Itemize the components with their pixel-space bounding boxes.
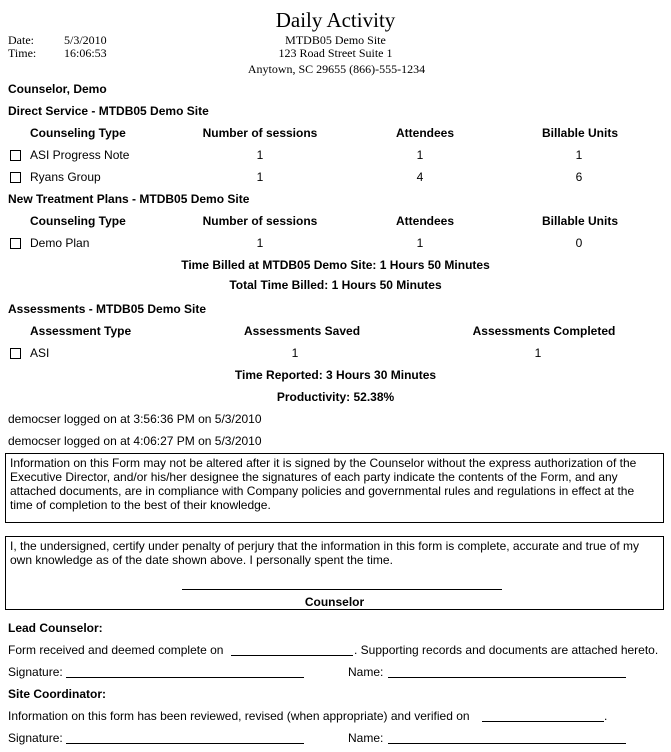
time-label: Time: <box>8 46 37 60</box>
units-value: 6 <box>575 170 583 184</box>
assessments-header-row <box>0 324 671 340</box>
column-header: Number of sessions <box>202 214 318 228</box>
page-title: Daily Activity <box>275 8 396 32</box>
direct-service-heading: Direct Service - MTDB05 Demo Site <box>8 104 209 118</box>
log-entry: democser logged on at 3:56:36 PM on 5/3/2010 <box>8 412 262 426</box>
direct-service-header-row <box>0 126 671 142</box>
column-header: Attendees <box>395 214 454 228</box>
lead-name-label: Name: <box>348 665 384 679</box>
table-row <box>0 236 671 252</box>
address-line-1: 123 Road Street Suite 1 <box>278 46 393 60</box>
column-header: Attendees <box>395 126 454 140</box>
assessment-type: ASI <box>30 346 50 360</box>
disclaimer-text: Information on this Form may not be altered after it is signed by the Counselor without the express authorization of the Executive Director, and/or his/her designee the signatures of each party indicate the contents of the Form, and any attached documents, are in compliance with Company policies and governmental rules and regulations in effect at the time of completion to the best of their knowledge. <box>10 456 637 512</box>
counselor-signature-label: Counselor <box>304 595 365 609</box>
total-time-billed: Total Time Billed: 1 Hours 50 Minutes <box>229 278 442 292</box>
site-name: MTDB05 Demo Site <box>285 33 386 47</box>
column-header: Counseling Type <box>30 214 126 228</box>
time-billed-site: Time Billed at MTDB05 Demo Site: 1 Hours 50 Minutes <box>181 258 490 272</box>
table-row <box>0 346 671 362</box>
completed-value: 1 <box>534 346 542 360</box>
disclaimer-box <box>5 453 664 523</box>
coordinator-signature-line[interactable] <box>66 743 304 744</box>
attendees-value: 1 <box>416 148 424 162</box>
saved-value: 1 <box>291 346 299 360</box>
column-header: Assessments Completed <box>472 324 616 338</box>
date-value: 5/3/2010 <box>64 33 107 47</box>
counseling-type: Ryans Group <box>30 170 101 184</box>
attendees-value: 4 <box>416 170 424 184</box>
table-row <box>0 148 671 164</box>
units-value: 1 <box>575 148 583 162</box>
row-checkbox[interactable] <box>10 172 21 183</box>
coordinator-name-line[interactable] <box>388 743 626 744</box>
column-header: Billable Units <box>541 126 618 140</box>
site-coordinator-statement-pre: Information on this form has been reviewed, revised (when appropriate) and verified on <box>8 709 470 723</box>
site-coordinator-statement-post: . <box>604 709 608 723</box>
time-reported: Time Reported: 3 Hours 30 Minutes <box>234 368 437 382</box>
lead-counselor-statement-pre: Form received and deemed complete on <box>8 643 224 657</box>
row-checkbox[interactable] <box>10 348 21 359</box>
counselor-name: Counselor, Demo <box>8 82 107 96</box>
site-coordinator-date-line[interactable] <box>482 721 604 722</box>
assessments-heading: Assessments - MTDB05 Demo Site <box>8 302 207 316</box>
attendees-value: 1 <box>416 236 424 250</box>
counselor-signature-line[interactable] <box>182 589 502 590</box>
column-header: Assessments Saved <box>243 324 361 338</box>
lead-counselor-date-line[interactable] <box>231 655 353 656</box>
certification-text: I, the undersigned, certify under penalty of perjury that the information in this form is complete, accurate and true of my own knowledge as of the date shown above. I personally spent the time. <box>10 539 639 567</box>
coordinator-name-label: Name: <box>348 731 384 745</box>
log-entry: democser logged on at 4:06:27 PM on 5/3/2010 <box>8 434 262 448</box>
coordinator-signature-label: Signature: <box>8 731 63 745</box>
date-label: Date: <box>8 33 34 47</box>
column-header: Assessment Type <box>30 324 132 338</box>
row-checkbox[interactable] <box>10 238 21 249</box>
certification-box <box>5 536 664 610</box>
lead-signature-label: Signature: <box>8 665 63 679</box>
treatment-plans-heading: New Treatment Plans - MTDB05 Demo Site <box>8 192 250 206</box>
row-checkbox[interactable] <box>10 150 21 161</box>
column-header: Billable Units <box>541 214 618 228</box>
address-line-2: Anytown, SC 29655 (866)-555-1234 <box>247 62 426 76</box>
site-coordinator-heading: Site Coordinator: <box>8 687 106 701</box>
treatment-plans-header-row <box>0 214 671 230</box>
counseling-type: ASI Progress Note <box>30 148 130 162</box>
sessions-value: 1 <box>256 236 264 250</box>
lead-name-line[interactable] <box>388 677 626 678</box>
time-value: 16:06:53 <box>64 46 107 60</box>
units-value: 0 <box>575 236 583 250</box>
productivity: Productivity: 52.38% <box>276 390 395 404</box>
column-header: Counseling Type <box>30 126 126 140</box>
lead-counselor-heading: Lead Counselor: <box>8 621 103 635</box>
column-header: Number of sessions <box>202 126 318 140</box>
sessions-value: 1 <box>256 148 264 162</box>
sessions-value: 1 <box>256 170 264 184</box>
lead-counselor-statement-post: . Supporting records and documents are attached hereto. <box>354 643 659 657</box>
counseling-type: Demo Plan <box>30 236 90 250</box>
lead-signature-line[interactable] <box>66 677 304 678</box>
table-row <box>0 170 671 186</box>
